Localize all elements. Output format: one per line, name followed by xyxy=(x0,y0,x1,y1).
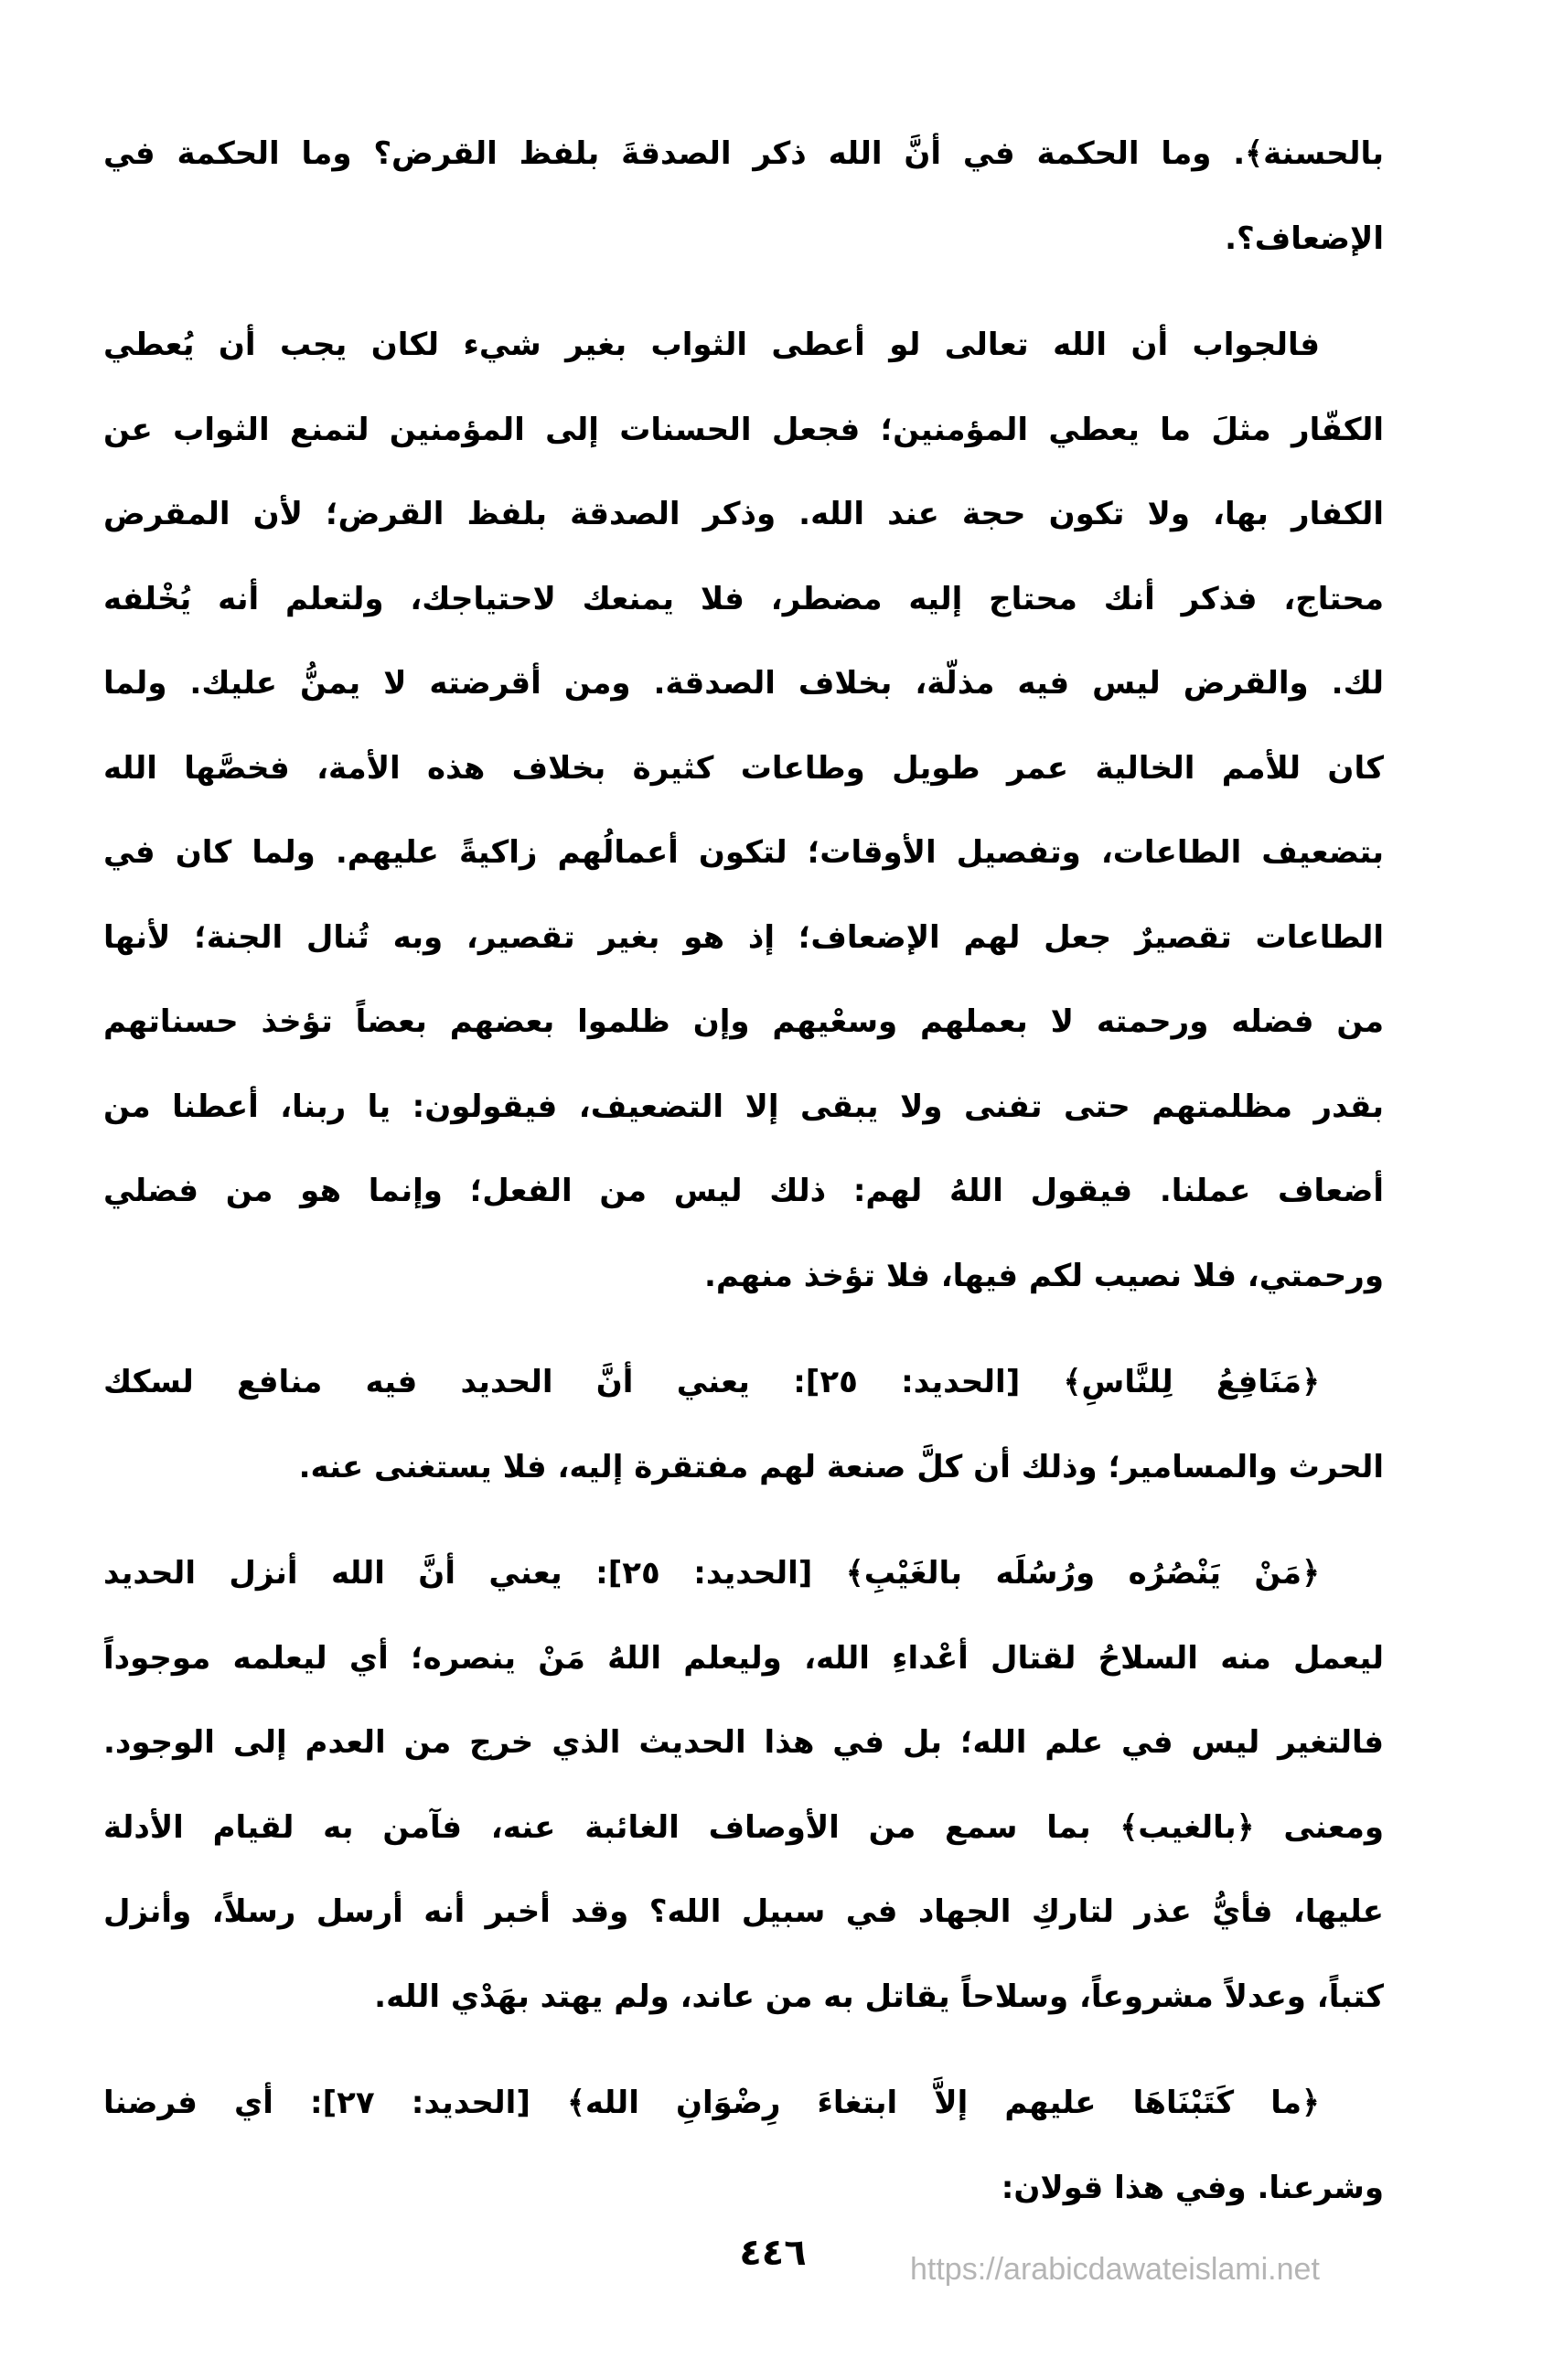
text-line: كان للأمم الخالية عمر طويل وطاعات كثيرة بخلاف هذه الأمة، فخصَّها الله xyxy=(103,749,1384,787)
text-line: الكفّار مثلَ ما يعطي المؤمنين؛ فجعل الحسنات إلى المؤمنين لتمنع الثواب عن xyxy=(103,411,1384,448)
paragraph-question xyxy=(103,112,1384,281)
text-line: الحرث والمسامير؛ وذلك أن كلَّ صنعة لهم مفتقرة إليه، فلا يستغنى عنه. xyxy=(298,1448,1384,1485)
page-number: ٤٤٦ xyxy=(739,2232,807,2274)
text-line: وشرعنا. وفي هذا قولان: xyxy=(1001,2169,1384,2206)
text-line: أضعاف عملنا. فيقول اللهُ لهم: ذلك ليس من الفعل؛ وإنما هو من فضلي xyxy=(103,1173,1384,1209)
text-line: ليعمل منه السلاحُ لقتال أعْداءِ الله، وليعلم اللهُ مَنْ ينصره؛ أي ليعلمه موجوداً xyxy=(103,1639,1384,1677)
text-line: كتباً، وعدلاً مشروعاً، وسلاحاً يقاتل به من عاند، ولم يهتد بهَدْي الله. xyxy=(374,1978,1384,2015)
text-line: ومعنى ﴿بالغيب﴾ بما سمع من الأوصاف الغائبة عنه، فآمن به لقيام الأدلة xyxy=(103,1808,1384,1846)
text-line: الطاعات تقصيرٌ جعل لهم الإضعاف؛ إذ هو بغير تقصير، وبه تُنال الجنة؛ لأنها xyxy=(103,918,1384,956)
paragraph-ghayb xyxy=(103,1531,1384,2039)
text-line: محتاج، فذكر أنك محتاج إليه مضطر، فلا يمنعك لاحتياجك، ولتعلم أنه يُخْلفه xyxy=(103,580,1384,617)
book-page-text xyxy=(103,112,1384,2252)
text-line: الكفار بها، ولا تكون حجة عند الله. وذكر الصدقة بلفظ القرض؛ لأن المقرض xyxy=(103,496,1384,532)
text-line: ﴿مَنَافِعُ لِلنَّاسِ﴾ [الحديد: ٢٥]: يعني أنَّ الحديد فيه منافع لسكك xyxy=(103,1364,1320,1400)
text-line: فالتغير ليس في علم الله؛ بل في هذا الحديث الذي خرج من العدم إلى الوجود. xyxy=(103,1724,1384,1761)
text-line: ﴿ما كَتَبْنَاهَا عليهم إلاَّ ابتغاءَ رِضْوَانِ الله﴾ [الحديد: ٢٧]: أي فرضنا xyxy=(103,2085,1320,2121)
text-line: بقدر مظلمتهم حتى تفنى ولا يبقى إلا التضعيف، فيقولون: يا ربنا، أعطنا من xyxy=(103,1088,1384,1125)
text-line: بتضعيف الطاعات، وتفصيل الأوقات؛ لتكون أعمالُهم زاكيةً عليهم. ولما كان في xyxy=(103,834,1384,871)
text-line: فالجواب أن الله تعالى لو أعطى الثواب بغير شيء لكان يجب أن يُعطي xyxy=(103,327,1320,363)
paragraph-manafi xyxy=(103,1340,1384,1509)
paragraph-answer xyxy=(103,303,1384,1318)
text-line: من فضله ورحمته لا بعملهم وسعْيهم وإن ظلموا بعضهم بعضاً تؤخذ حسناتهم xyxy=(103,1003,1384,1040)
text-line: بالحسنة﴾. وما الحكمة في أنَّ الله ذكر الصدقةَ بلفظ القرض؟ وما الحكمة في xyxy=(103,135,1384,172)
text-line: عليها، فأيُّ عذر لتاركِ الجهاد في سبيل الله؟ وقد أخبر أنه أرسل رسلاً، وأنزل xyxy=(103,1893,1384,1930)
paragraph-katabnaha xyxy=(103,2061,1384,2230)
watermark-url: https://arabicdawateislami.net xyxy=(910,2252,1320,2287)
text-line: ورحمتي، فلا نصيب لكم فيها، فلا تؤخذ منهم. xyxy=(703,1257,1384,1294)
text-line: الإضعاف؟. xyxy=(1225,220,1384,257)
text-line: لك. والقرض ليس فيه مذلّة، بخلاف الصدقة. ومن أقرضته لا يمنُّ عليك. ولما xyxy=(103,665,1384,702)
text-line: ﴿مَنْ يَنْصُرُه ورُسُلَه بالغَيْبِ﴾ [الحديد: ٢٥]: يعني أنَّ الله أنزل الحديد xyxy=(103,1555,1320,1592)
